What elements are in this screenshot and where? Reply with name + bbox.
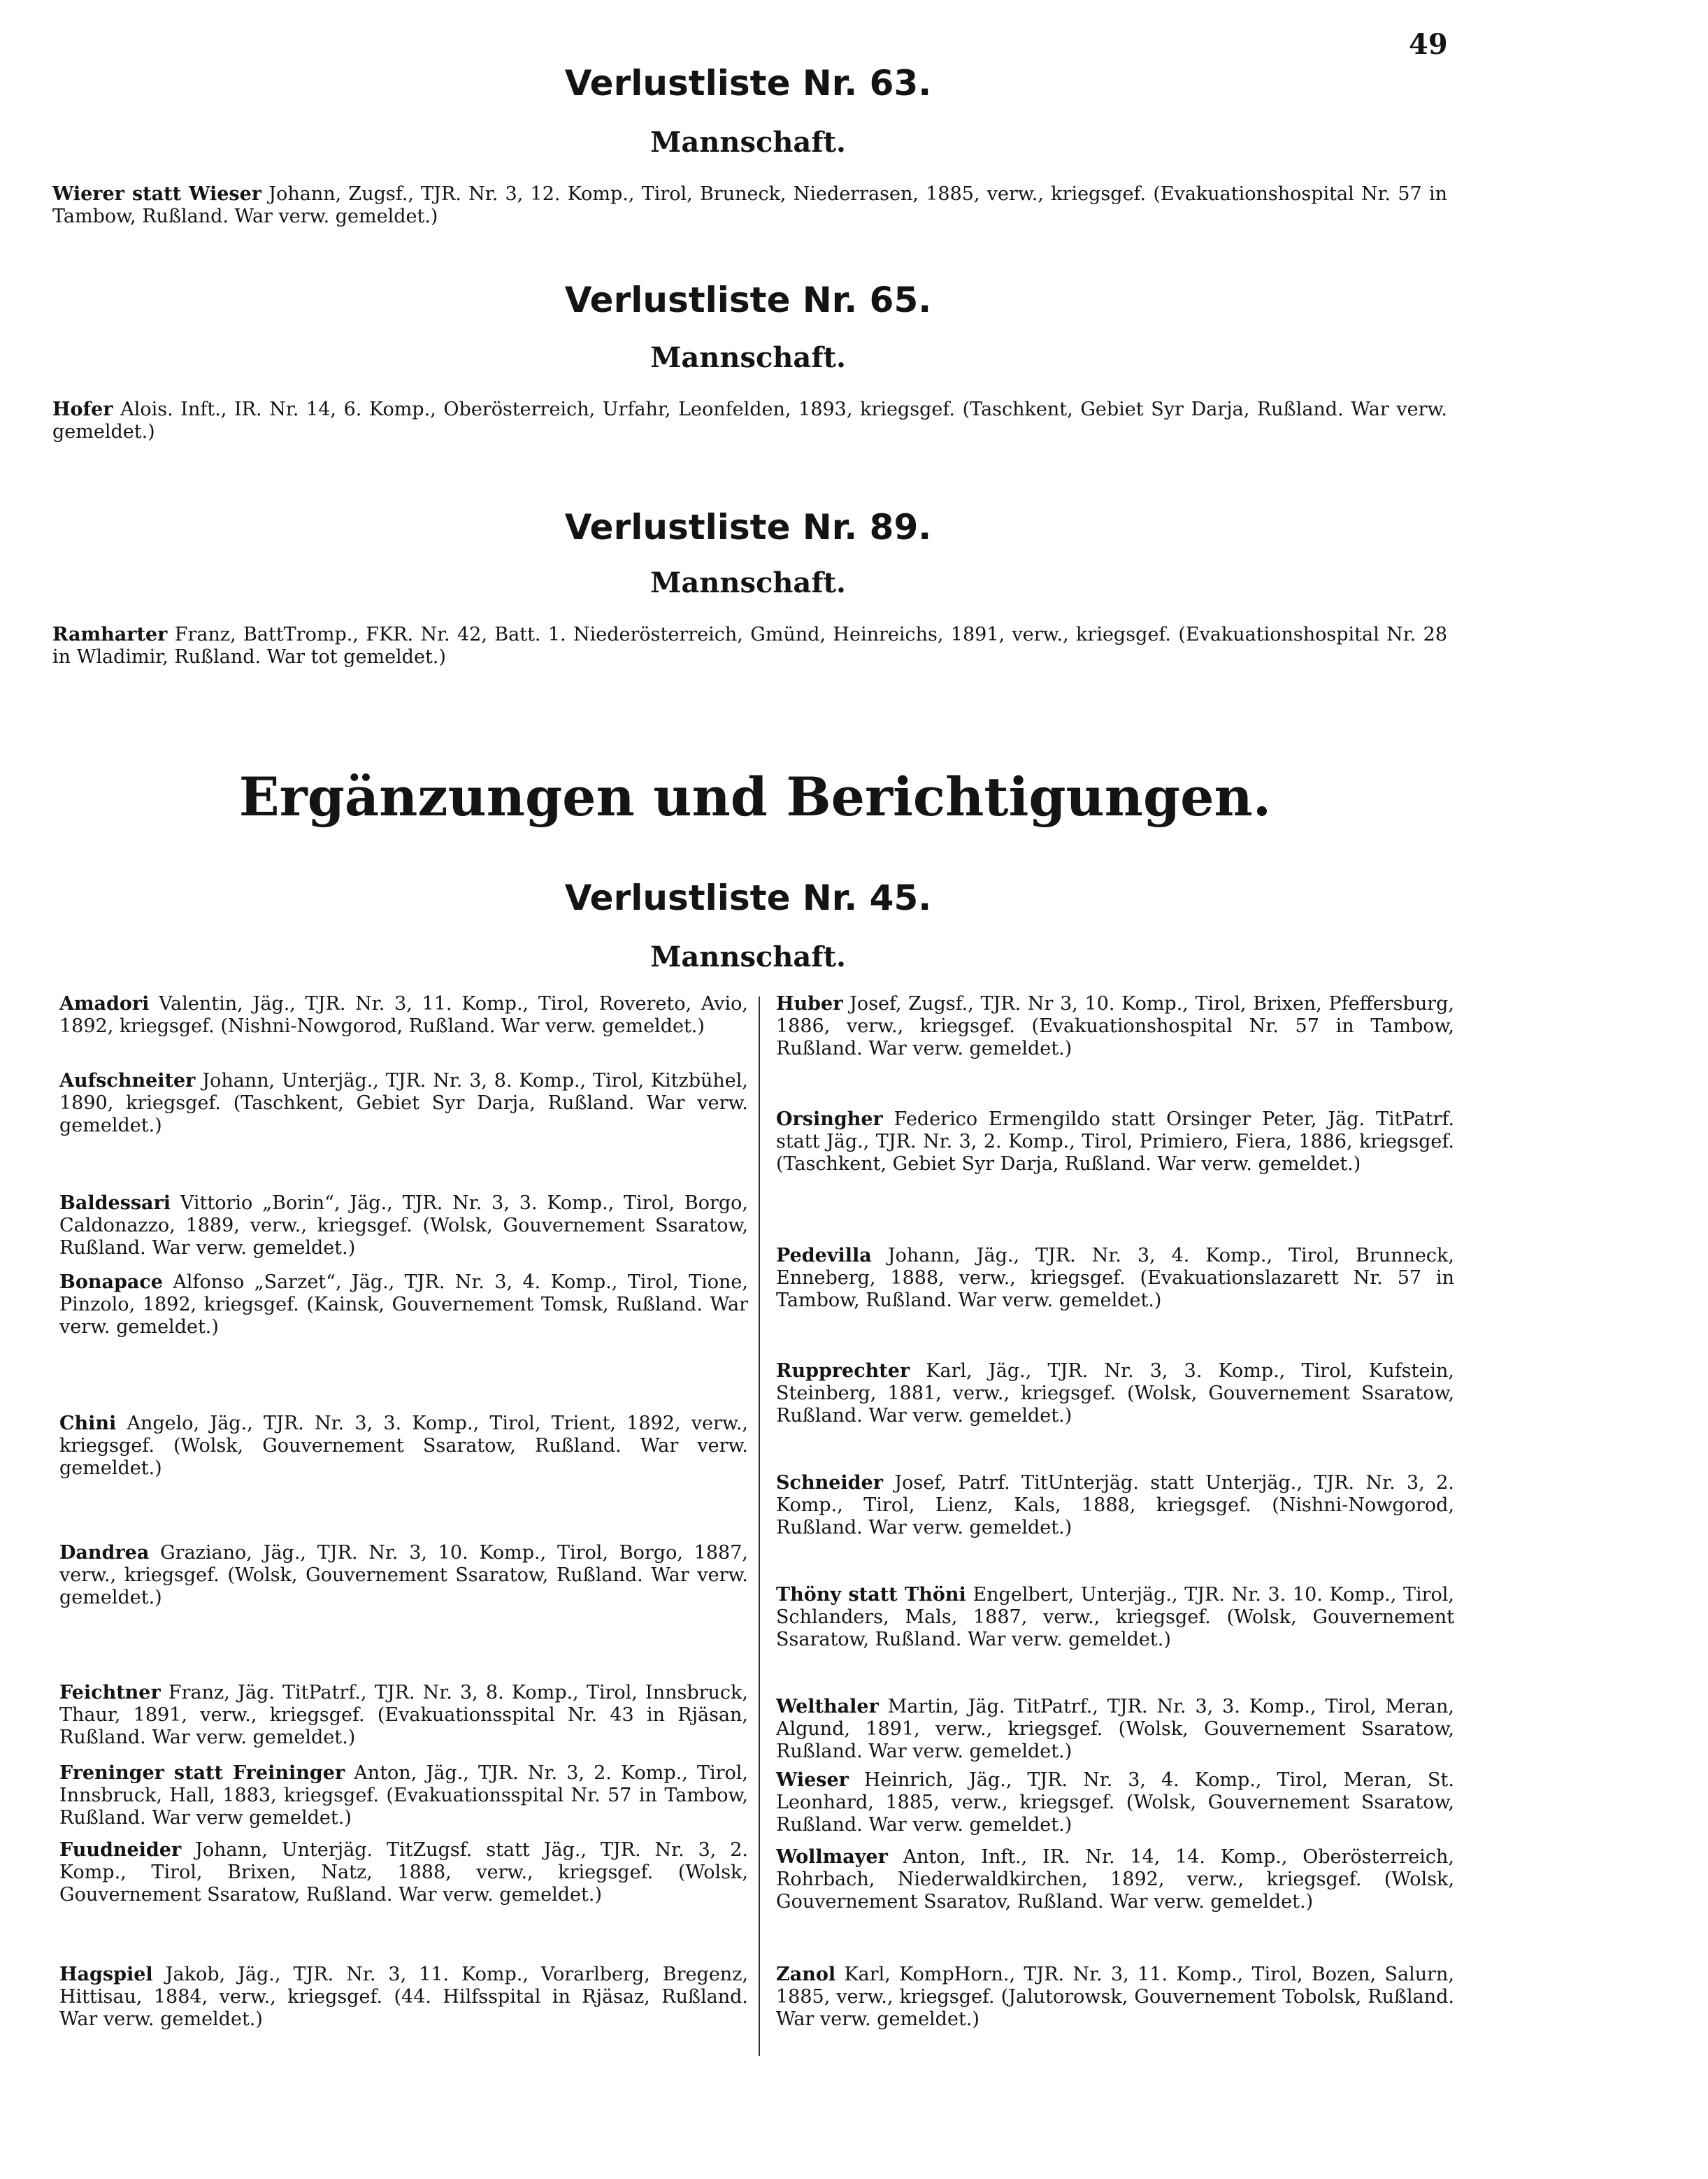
entry-name: Freninger statt Freininger — [59, 1762, 345, 1784]
section-subtitle: Mannschaft. — [650, 341, 846, 374]
list-entry — [59, 1192, 748, 1259]
section-title: Verlustliste Nr. 45. — [564, 878, 932, 918]
entry-name: Bonapace — [59, 1271, 163, 1293]
entry-text: Franz, BattTromp., FKR. Nr. 42, Batt. 1. Niederösterreich, Gmünd, Heinreichs, 1891, verw., kriegsgef. (Evakuationshospital Nr. 28 in Wladimir, Rußland. War tot gemeldet.) — [52, 624, 1447, 668]
entry-name: Hagspiel — [59, 1964, 153, 1985]
entry-text: Josef, Patrf. TitUnterjäg. statt Unterjäg., TJR. Nr. 3, 2. Komp., Tirol, Lienz, Kals, 1888, kriegsgef. (Nishni-Nowgorod, Rußland. War verw. gemeldet.) — [776, 1472, 1454, 1538]
entry-name: Wieser — [776, 1769, 849, 1791]
entry-text: Jakob, Jäg., TJR. Nr. 3, 11. Komp., Vorarlberg, Bregenz, Hittisau, 1884, verw., kriegsgef. (44. Hilfsspital in Rjäsaz, Rußland. War verw. gemeldet.) — [59, 1964, 748, 2030]
entry-name: Wierer statt Wieser — [52, 183, 262, 205]
list-entry — [52, 183, 1447, 228]
entry-text: Franz, Jäg. TitPatrf., TJR. Nr. 3, 8. Komp., Tirol, Innsbruck, Thaur, 1891, verw., kriegsgef. (Evakuationsspital Nr. 43 in Rjäsan, Rußland. War verw. gemeldet.) — [59, 1682, 748, 1748]
entry-text: Valentin, Jäg., TJR. Nr. 3, 11. Komp., Tirol, Rovereto, Avio, 1892, kriegsgef. (Nishni-Nowgorod, Rußland. War verw. gemeldet.) — [59, 993, 748, 1037]
list-entry — [776, 1696, 1454, 1763]
list-entry — [59, 1271, 748, 1338]
list-entry — [776, 1245, 1454, 1312]
entry-name: Pedevilla — [776, 1245, 872, 1266]
section-subtitle: Mannschaft. — [650, 126, 846, 159]
list-entry — [52, 624, 1447, 669]
entry-name: Aufschneiter — [59, 1070, 196, 1092]
entry-text: Graziano, Jäg., TJR. Nr. 3, 10. Komp., Tirol, Borgo, 1887, verw., kriegsgef. (Wolsk, Gouvernement Ssaratow, Rußland. War verw. gemeldet.) — [59, 1542, 748, 1608]
list-entry — [776, 1584, 1454, 1651]
column-divider — [759, 996, 760, 2056]
page-number: 49 — [1409, 28, 1448, 61]
entry-text: Vittorio „Borin“, Jäg., TJR. Nr. 3, 3. Komp., Tirol, Borgo, Caldonazzo, 1889, verw., kriegsgef. (Wolsk, Gouvernement Ssaratow, Rußland. War verw. gemeldet.) — [59, 1192, 748, 1259]
entry-text: Engelbert, Unterjäg., TJR. Nr. 3. 10. Komp., Tirol, Schlanders, Mals, 1887, verw., kriegsgef. (Wolsk, Gouvernement Ssaratow, Rußland. War verw. gemeldet.) — [776, 1584, 1454, 1650]
entry-text: Karl, KompHorn., TJR. Nr. 3, 11. Komp., Tirol, Bozen, Salurn, 1885, verw., kriegsgef. (Jalutorowsk, Gouvernement Tobolsk, Rußland. War verw. gemeldet.) — [776, 1964, 1454, 2030]
entry-name: Fuudneider — [59, 1839, 182, 1861]
section-title: Verlustliste Nr. 65. — [564, 280, 932, 320]
entry-name: Thöny statt Thöni — [776, 1584, 966, 1606]
list-entry — [52, 399, 1447, 443]
list-entry — [59, 1413, 748, 1480]
entry-text: Johann, Jäg., TJR. Nr. 3, 4. Komp., Tirol, Brunneck, Enneberg, 1888, verw., kriegsgef. (Evakuationslazarett Nr. 57 in Tambow, Rußland. War verw. gemeldet.) — [776, 1245, 1454, 1311]
entry-name: Amadori — [59, 993, 150, 1015]
entry-name: Welthaler — [776, 1696, 879, 1717]
entry-text: Josef, Zugsf., TJR. Nr 3, 10. Komp., Tirol, Brixen, Pfeffersburg, 1886, verw., kriegsgef. (Evakuationshospital Nr. 57 in Tambow, Rußland. War verw. gemeldet.) — [776, 993, 1454, 1059]
list-entry — [776, 1108, 1454, 1176]
list-entry — [59, 1070, 748, 1137]
list-entry — [59, 1839, 748, 1906]
entry-text: Angelo, Jäg., TJR. Nr. 3, 3. Komp., Tirol, Trient, 1892, verw., kriegsgef. (Wolsk, Gouvernement Ssaratow, Rußland. War verw. gemeldet.) — [59, 1413, 748, 1479]
entry-text: Federico Ermengildo statt Orsinger Peter, Jäg. TitPatrf. statt Jäg., TJR. Nr. 3, 2. Komp., Tirol, Primiero, Fiera, 1886, kriegsgef. (Taschkent, Gebiet Syr Darja, Rußland. War verw. gemeldet.) — [776, 1108, 1454, 1175]
entry-name: Chini — [59, 1413, 117, 1434]
list-entry — [776, 1769, 1454, 1836]
entry-name: Feichtner — [59, 1682, 161, 1703]
entry-name: Baldessari — [59, 1192, 171, 1214]
list-entry — [59, 993, 748, 1038]
section-title: Verlustliste Nr. 63. — [564, 63, 932, 103]
section-subtitle: Mannschaft. — [650, 566, 846, 599]
entry-text: Alois. Inft., IR. Nr. 14, 6. Komp., Oberösterreich, Urfahr, Leonfelden, 1893, kriegsgef. (Taschkent, Gebiet Syr Darja, Rußland. War verw. gemeldet.) — [52, 399, 1447, 443]
entry-name: Rupprechter — [776, 1360, 910, 1382]
entry-name: Orsingher — [776, 1108, 883, 1130]
list-entry — [776, 993, 1454, 1060]
list-entry — [776, 1360, 1454, 1427]
section-subtitle: Mannschaft. — [650, 941, 846, 973]
entry-text: Johann, Unterjäg., TJR. Nr. 3, 8. Komp., Tirol, Kitzbühel, 1890, kriegsgef. (Taschkent, Gebiet Syr Darja, Rußland. War verw. gemeldet.) — [59, 1070, 748, 1136]
list-entry — [59, 1682, 748, 1749]
entry-name: Dandrea — [59, 1542, 150, 1564]
list-entry — [59, 1762, 748, 1829]
entry-text: Martin, Jäg. TitPatrf., TJR. Nr. 3, 3. Komp., Tirol, Meran, Algund, 1891, verw., kriegsgef. (Wolsk, Gouvernement Ssaratow, Rußland. War verw. gemeldet.) — [776, 1696, 1454, 1762]
list-entry — [776, 1964, 1454, 2031]
list-entry — [776, 1472, 1454, 1539]
entry-name: Zanol — [776, 1964, 836, 1985]
entry-text: Anton, Jäg., TJR. Nr. 3, 2. Komp., Tirol, Innsbruck, Hall, 1883, kriegsgef. (Evakuationsspital Nr. 57 in Tambow, Rußland. War verw gemeldet.) — [59, 1762, 749, 1829]
entry-text: Alfonso „Sarzet“, Jäg., TJR. Nr. 3, 4. Komp., Tirol, Tione, Pinzolo, 1892, kriegsgef. (Kainsk, Gouvernement Tomsk, Rußland. War verw. gemeldet.) — [59, 1271, 748, 1338]
entry-text: Karl, Jäg., TJR. Nr. 3, 3. Komp., Tirol, Kufstein, Steinberg, 1881, verw., kriegsgef. (Wolsk, Gouvernement Ssaratow, Rußland. War verw. gemeldet.) — [776, 1360, 1454, 1427]
section-title: Verlustliste Nr. 89. — [564, 507, 932, 548]
list-entry — [59, 1964, 748, 2031]
entry-text: Johann, Unterjäg. TitZugsf. statt Jäg., TJR. Nr. 3, 2. Komp., Tirol, Brixen, Natz, 1888, verw., kriegsgef. (Wolsk, Gouvernement Ssaratow, Rußland. War verw. gemeldet.) — [59, 1839, 748, 1906]
entry-text: Johann, Zugsf., TJR. Nr. 3, 12. Komp., Tirol, Bruneck, Niederrasen, 1885, verw., kriegsgef. (Evakuationshospital Nr. 57 in Tambow, Rußland. War verw. gemeldet.) — [52, 183, 1447, 227]
list-entry — [59, 1542, 748, 1609]
supplement-heading: Ergänzungen und Berichtigungen. — [238, 766, 1272, 828]
entry-name: Ramharter — [52, 624, 168, 645]
entry-text: Heinrich, Jäg., TJR. Nr. 3, 4. Komp., Tirol, Meran, St. Leonhard, 1885, verw., kriegsgef. (Wolsk, Gouvernement Ssaratow, Rußland. War verw. gemeldet.) — [776, 1769, 1454, 1836]
entry-name: Schneider — [776, 1472, 883, 1494]
entry-name: Hofer — [52, 399, 113, 420]
entry-text: Anton, Inft., IR. Nr. 14, 14. Komp., Oberösterreich, Rohrbach, Niederwaldkirchen, 1892, verw., kriegsgef. (Wolsk, Gouvernement Ssaratov, Rußland. War verw. gemeldet.) — [776, 1846, 1454, 1913]
entry-name: Wollmayer — [776, 1846, 888, 1868]
list-entry — [776, 1846, 1454, 1913]
entry-name: Huber — [776, 993, 843, 1015]
